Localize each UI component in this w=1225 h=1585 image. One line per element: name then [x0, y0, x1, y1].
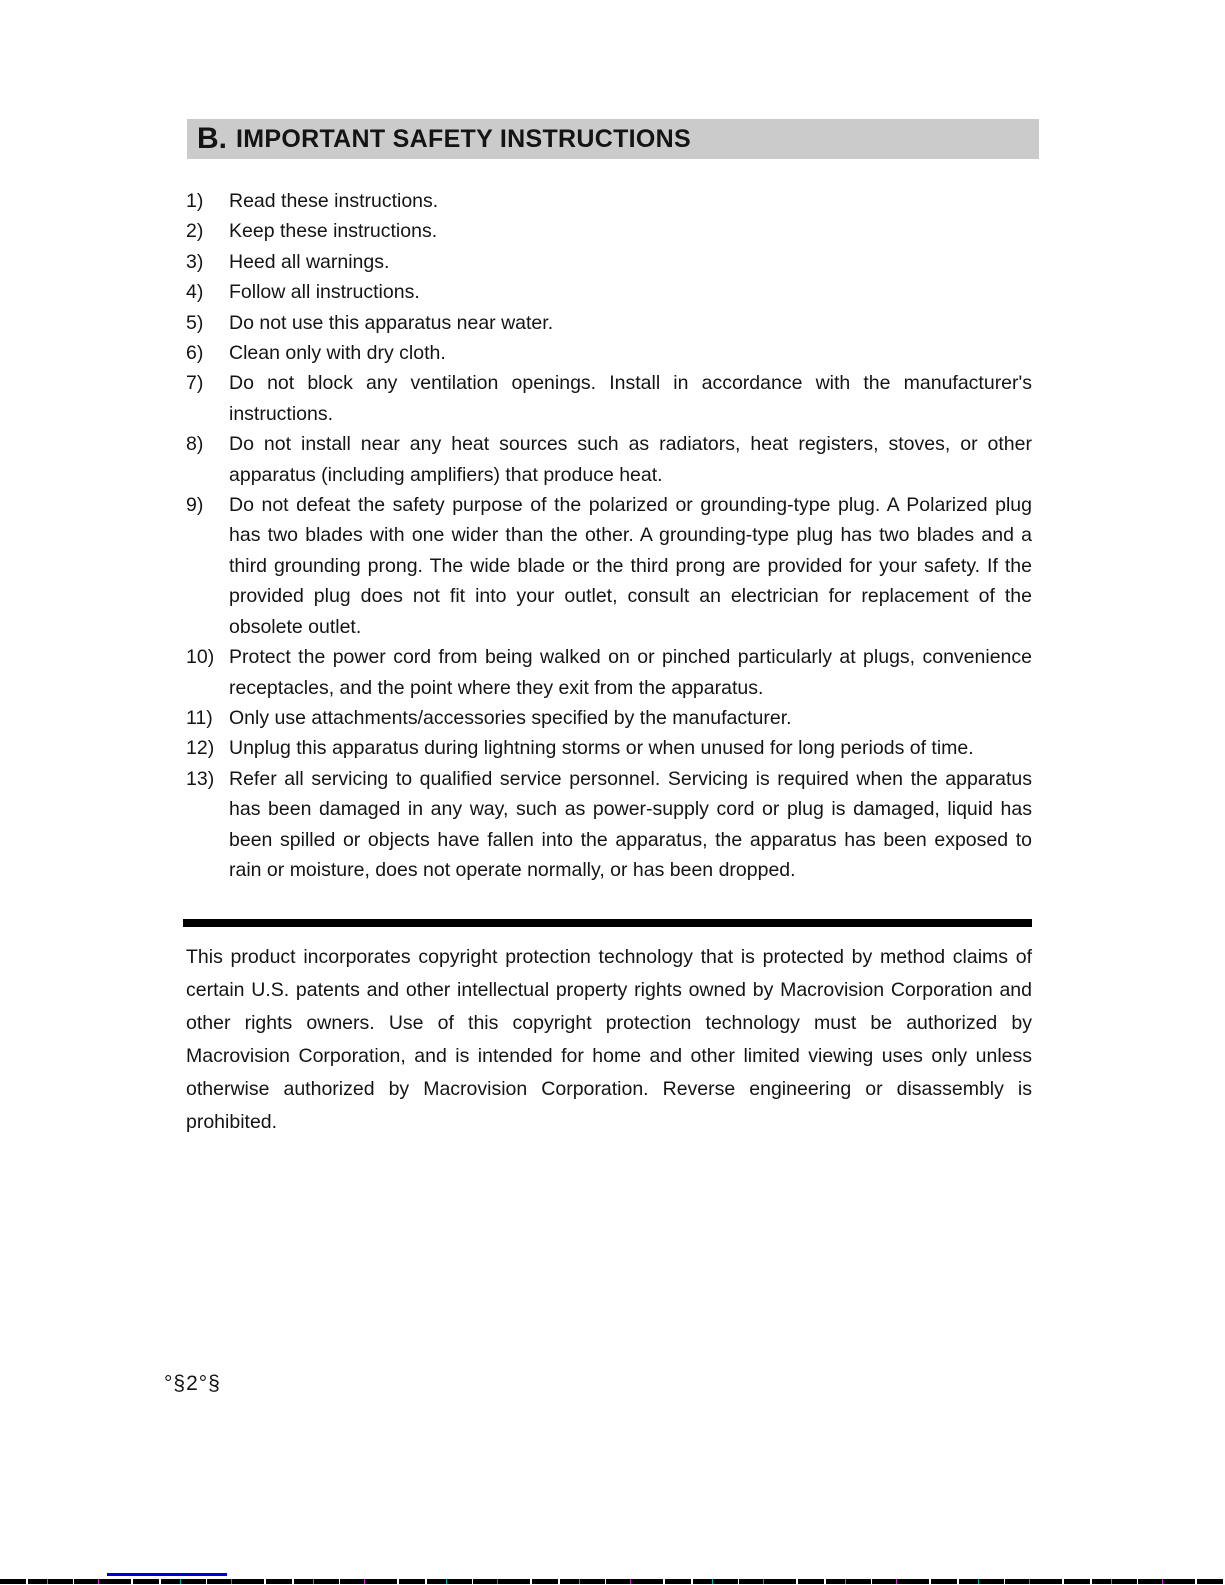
list-item	[186, 186, 1032, 216]
copyright-paragraph: This product incorporates copyright protection technology that is protected by method claims of certain U.S. patents and other intellectual property rights owned by Macrovision Corporation and other rights owners. Use of this copyright protection technology must be authorized by Macrovision Corporation, and is intended for home and other limited viewing uses only unless otherwise authorized by Macrovision Corporation. Reverse engineering or disassembly is prohibited.	[186, 946, 1032, 1133]
item-text: Do not install near any heat sources such as radiators, heat registers, stoves, or other apparatus (including amplifiers) that produce heat.	[229, 433, 1032, 486]
item-text: Only use attachments/accessories specified by the manufacturer.	[229, 706, 792, 729]
item-text: Unplug this apparatus during lightning storms or when unused for long periods of time.	[229, 737, 974, 760]
item-number: 7)	[186, 372, 204, 395]
list-item	[186, 368, 1032, 429]
scan-artifact-line	[0, 1579, 1225, 1584]
item-number: 3)	[186, 250, 204, 273]
item-number: 13)	[186, 767, 215, 790]
divider-rule	[183, 919, 1032, 927]
list-item	[186, 764, 1032, 886]
item-text: Read these instructions.	[229, 190, 439, 212]
item-text: Clean only with dry cloth.	[229, 342, 446, 365]
item-number: 9)	[186, 494, 204, 517]
item-text: Refer all servicing to qualified service personnel. Servicing is required when the apparatus has been damaged in any way, such as power-supply cord or plug is damaged, liquid has been spilled or objects have fallen into the apparatus, the apparatus has been exposed to rain or moisture, does not operate normally, or has been dropped.	[229, 767, 1032, 881]
list-item	[186, 703, 1032, 733]
item-number: 10)	[186, 646, 215, 669]
list-item	[186, 642, 1032, 703]
page-number-marker: °§2°§	[164, 1372, 221, 1395]
item-text: Do not block any ventilation openings. Install in accordance with the manufacturer's instructions.	[229, 372, 1032, 425]
item-number: 8)	[186, 433, 204, 456]
item-text: Protect the power cord from being walked on or pinched particularly at plugs, convenience receptacles, and the point where they exit from the apparatus.	[229, 646, 1032, 699]
blue-scan-mark	[107, 1573, 227, 1576]
item-text: Do not defeat the safety purpose of the polarized or grounding-type plug. A Polarized plug has two blades with one wider than the other. A grounding-type plug has two blades and a third grounding prong. The wide blade or the third prong are provided for your safety. If the provided plug does not fit into your outlet, consult an electrician for replacement of the obsolete outlet.	[229, 494, 1032, 638]
list-item	[186, 247, 1032, 277]
list-item	[186, 490, 1032, 642]
item-number: 4)	[186, 281, 204, 304]
list-item	[186, 429, 1032, 490]
item-text: Follow all instructions.	[229, 281, 420, 304]
item-text: Do not use this apparatus near water.	[229, 311, 554, 334]
list-item	[186, 277, 1032, 307]
section-letter: B.	[197, 122, 227, 155]
item-text: Heed all warnings.	[229, 250, 390, 273]
section-header-bar	[187, 119, 1039, 159]
item-number: 1)	[186, 190, 204, 212]
list-item	[186, 216, 1032, 246]
safety-instructions-list	[186, 186, 1032, 885]
item-number: 2)	[186, 220, 204, 243]
list-item	[186, 308, 1032, 338]
item-number: 11)	[186, 706, 213, 729]
item-number: 6)	[186, 342, 204, 365]
item-text: Keep these instructions.	[229, 220, 438, 243]
item-number: 5)	[186, 311, 204, 334]
item-number: 12)	[186, 737, 215, 760]
list-item	[186, 338, 1032, 368]
section-title: IMPORTANT SAFETY INSTRUCTIONS	[236, 124, 692, 153]
list-item	[186, 733, 1032, 763]
